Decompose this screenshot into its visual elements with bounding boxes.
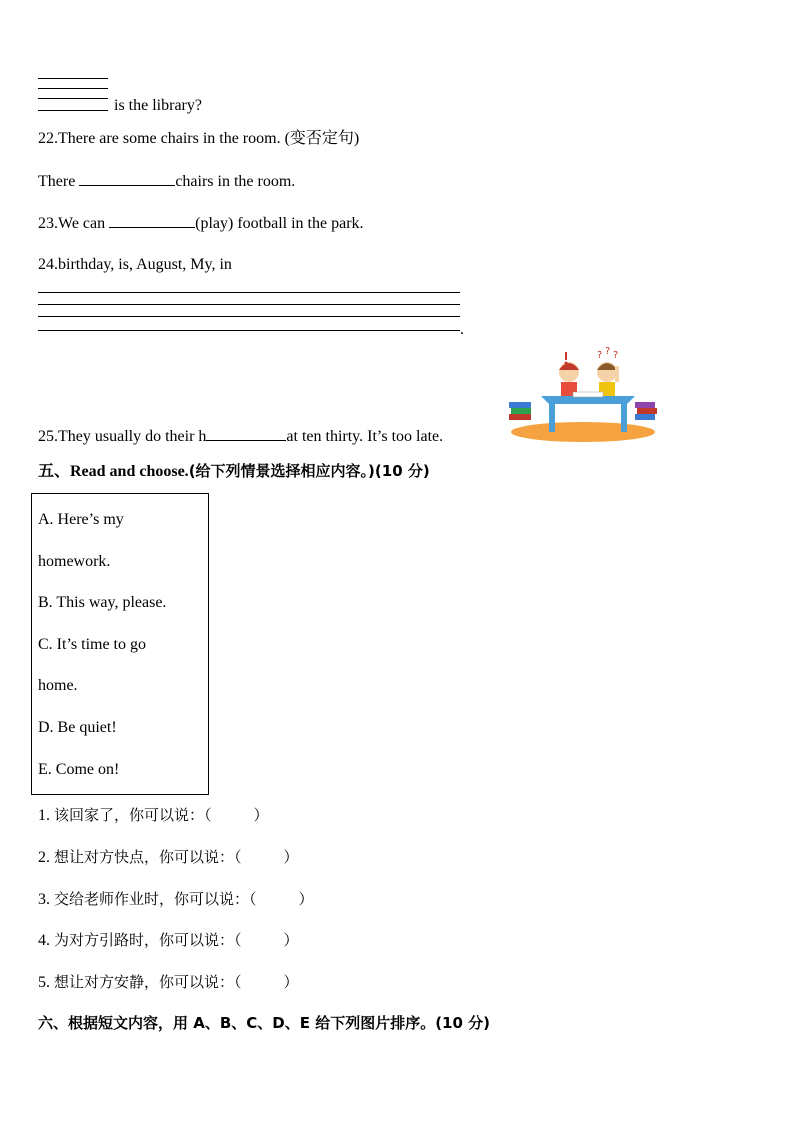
q23-suffix: (play) football in the park. (195, 215, 364, 232)
q23-blank[interactable] (109, 212, 195, 228)
q24-answer-line-1 (38, 292, 460, 293)
q22-answer-row (38, 170, 295, 192)
q21-answer-line-1 (38, 78, 108, 79)
q24-answer-line-3 (38, 316, 460, 317)
question-4-text: 为对方引路时，你可以说：（ (54, 931, 242, 949)
q24-answer-line-2 (38, 304, 460, 305)
question-4-close: ） (283, 931, 299, 949)
question-2 (38, 847, 299, 868)
question-3-text: 交给老师作业时，你可以说：（ (54, 890, 257, 908)
q21-answer-line-4 (38, 110, 108, 111)
question-2-text: 想让对方快点，你可以说：（ (54, 848, 242, 866)
question-5-num: 5. (38, 974, 50, 991)
option-a-line-2: homework. (38, 553, 111, 570)
question-5-text: 想让对方安静，你可以说：（ (54, 973, 242, 991)
question-1 (38, 805, 269, 826)
q24-prompt: 24.birthday, is, August, My, in (38, 256, 232, 273)
question-4-num: 4. (38, 932, 50, 949)
kids-studying-icon (503, 344, 661, 444)
option-c-line-2: home. (38, 677, 78, 694)
q25-prefix: 25.They usually do their h (38, 428, 207, 445)
question-1-num: 1. (38, 807, 50, 824)
question-3-num: 3. (38, 891, 50, 908)
q23-row (38, 212, 364, 234)
q24-end-mark: . (460, 321, 464, 338)
q21-suffix: is the library? (114, 97, 202, 114)
section-5-heading (38, 461, 430, 482)
question-2-num: 2. (38, 849, 50, 866)
question-2-close: ） (283, 848, 299, 866)
q23-prefix: 23.We can (38, 215, 106, 232)
section-5-title: 五、Read and choose. (38, 463, 189, 480)
option-a-line-1: A. Here’s my (38, 511, 124, 528)
question-1-text: 该回家了，你可以说：（ (54, 806, 212, 824)
q25-suffix: at ten thirty. It’s too late. (286, 428, 444, 445)
svg-text:?: ? (613, 350, 619, 361)
question-3 (38, 889, 314, 910)
question-5-close: ） (283, 973, 299, 991)
question-1-close: ） (253, 806, 269, 824)
svg-text:?: ? (605, 346, 611, 357)
options-box (31, 493, 209, 795)
q22-prompt: 22.There are some chairs in the room. (变否定句) (38, 130, 360, 147)
q25-row (38, 425, 443, 447)
q22-answer-prefix: There (38, 173, 76, 190)
section-6-title: 六、根据短文内容，用 A、B、C、D、E 给下列图片排序。(10 分) (38, 1014, 491, 1032)
option-b: B. This way, please. (38, 594, 167, 611)
q25-blank[interactable] (206, 425, 286, 441)
q21-answer-line-3 (38, 98, 108, 99)
svg-text:?: ? (597, 350, 603, 361)
question-4 (38, 930, 299, 951)
q21-answer-line-2 (38, 88, 108, 89)
q24-answer-line-4 (38, 330, 460, 331)
question-5 (38, 972, 299, 993)
section-5-instruction: (给下列情景选择相应内容。)(10 分) (188, 462, 430, 480)
option-e: E. Come on! (38, 761, 120, 778)
q22-answer-suffix: chairs in the room. (175, 173, 296, 190)
q22-blank[interactable] (79, 170, 175, 186)
question-3-close: ） (298, 890, 314, 908)
option-c-line-1: C. It’s time to go (38, 636, 146, 653)
option-d: D. Be quiet! (38, 719, 117, 736)
section-6-heading (38, 1013, 490, 1034)
